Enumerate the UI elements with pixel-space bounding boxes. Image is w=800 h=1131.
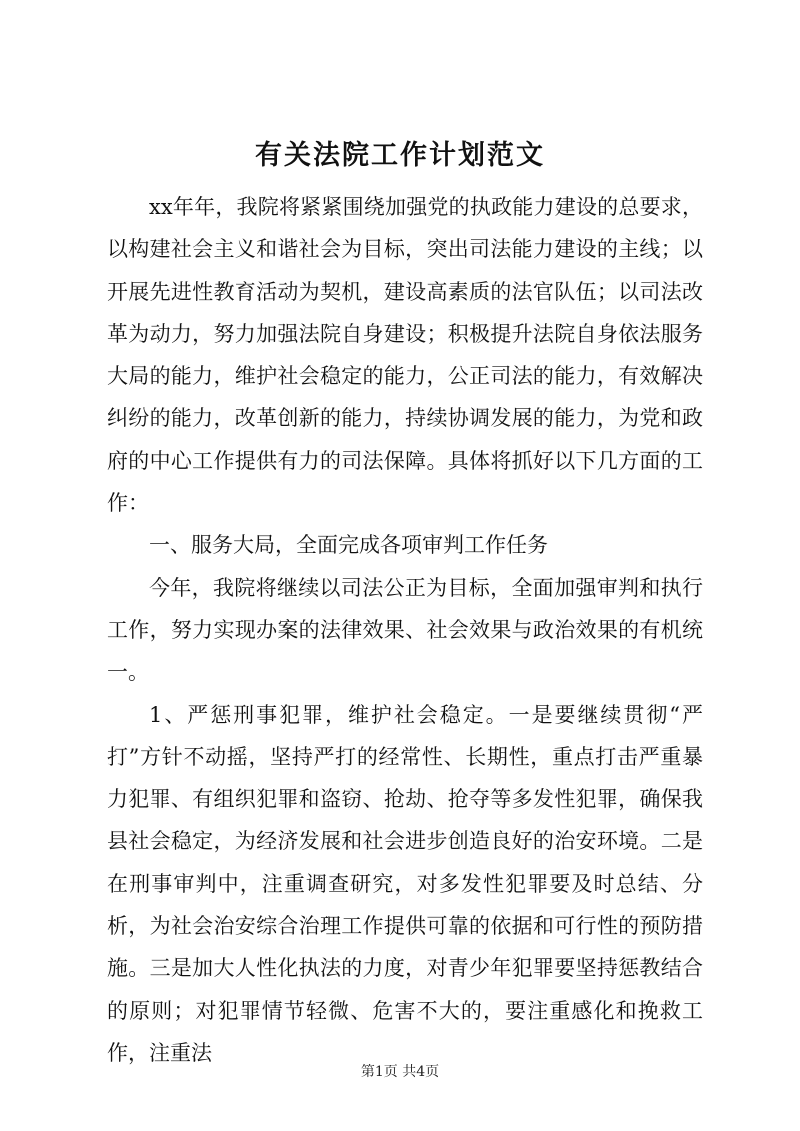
document-title: 有关法院工作计划范文 bbox=[255, 140, 545, 171]
document-body bbox=[107, 186, 703, 1074]
section-heading-1: 一、服务大局，全面完成各项审判工作任务 bbox=[149, 533, 548, 558]
page-footer: 第1页 共4页 bbox=[360, 1064, 440, 1080]
paragraph-section-1: 今年，我院将继续以司法公正为目标，全面加强审判和执行工作，努力实现办案的法律效果、社会效果与政治效果的有机统一。 bbox=[107, 575, 703, 685]
paragraph-item-1: 1、严惩刑事犯罪，维护社会稳定。一是要继续贯彻“严打”方针不动摇，坚持严打的经常性、长期性，重点打击严重暴力犯罪、有组织犯罪和盗窃、抢劫、抢夺等多发性犯罪，确保我县社会稳定，为经济发展和社会进步创造良好的治安环境。二是在刑事审判中，注重调查研究，对多发性犯罪要及时总结、分析，为社会治安综合治理工作提供可靠的依据和可行性的预防措施。三是加大人性化执法的力度，对青少年犯罪要坚持惩教结合的原则；对犯罪情节轻微、危害不大的，要注重感化和挽救工作，注重法 bbox=[107, 702, 703, 1065]
paragraph-intro: xx年年，我院将紧紧围绕加强党的执政能力建设的总要求，以构建社会主义和谐社会为目标，突出司法能力建设的主线；以开展先进性教育活动为契机，建设高素质的法官队伍；以司法改革为动力，努力加强法院自身建设；积极提升法院自身依法服务大局的能力，维护社会稳定的能力，公正司法的能力，有效解决纠纷的能力，改革创新的能力，持续协调发展的能力，为党和政府的中心工作提供有力的司法保障。具体将抓好以下几方面的工作： bbox=[107, 195, 703, 516]
